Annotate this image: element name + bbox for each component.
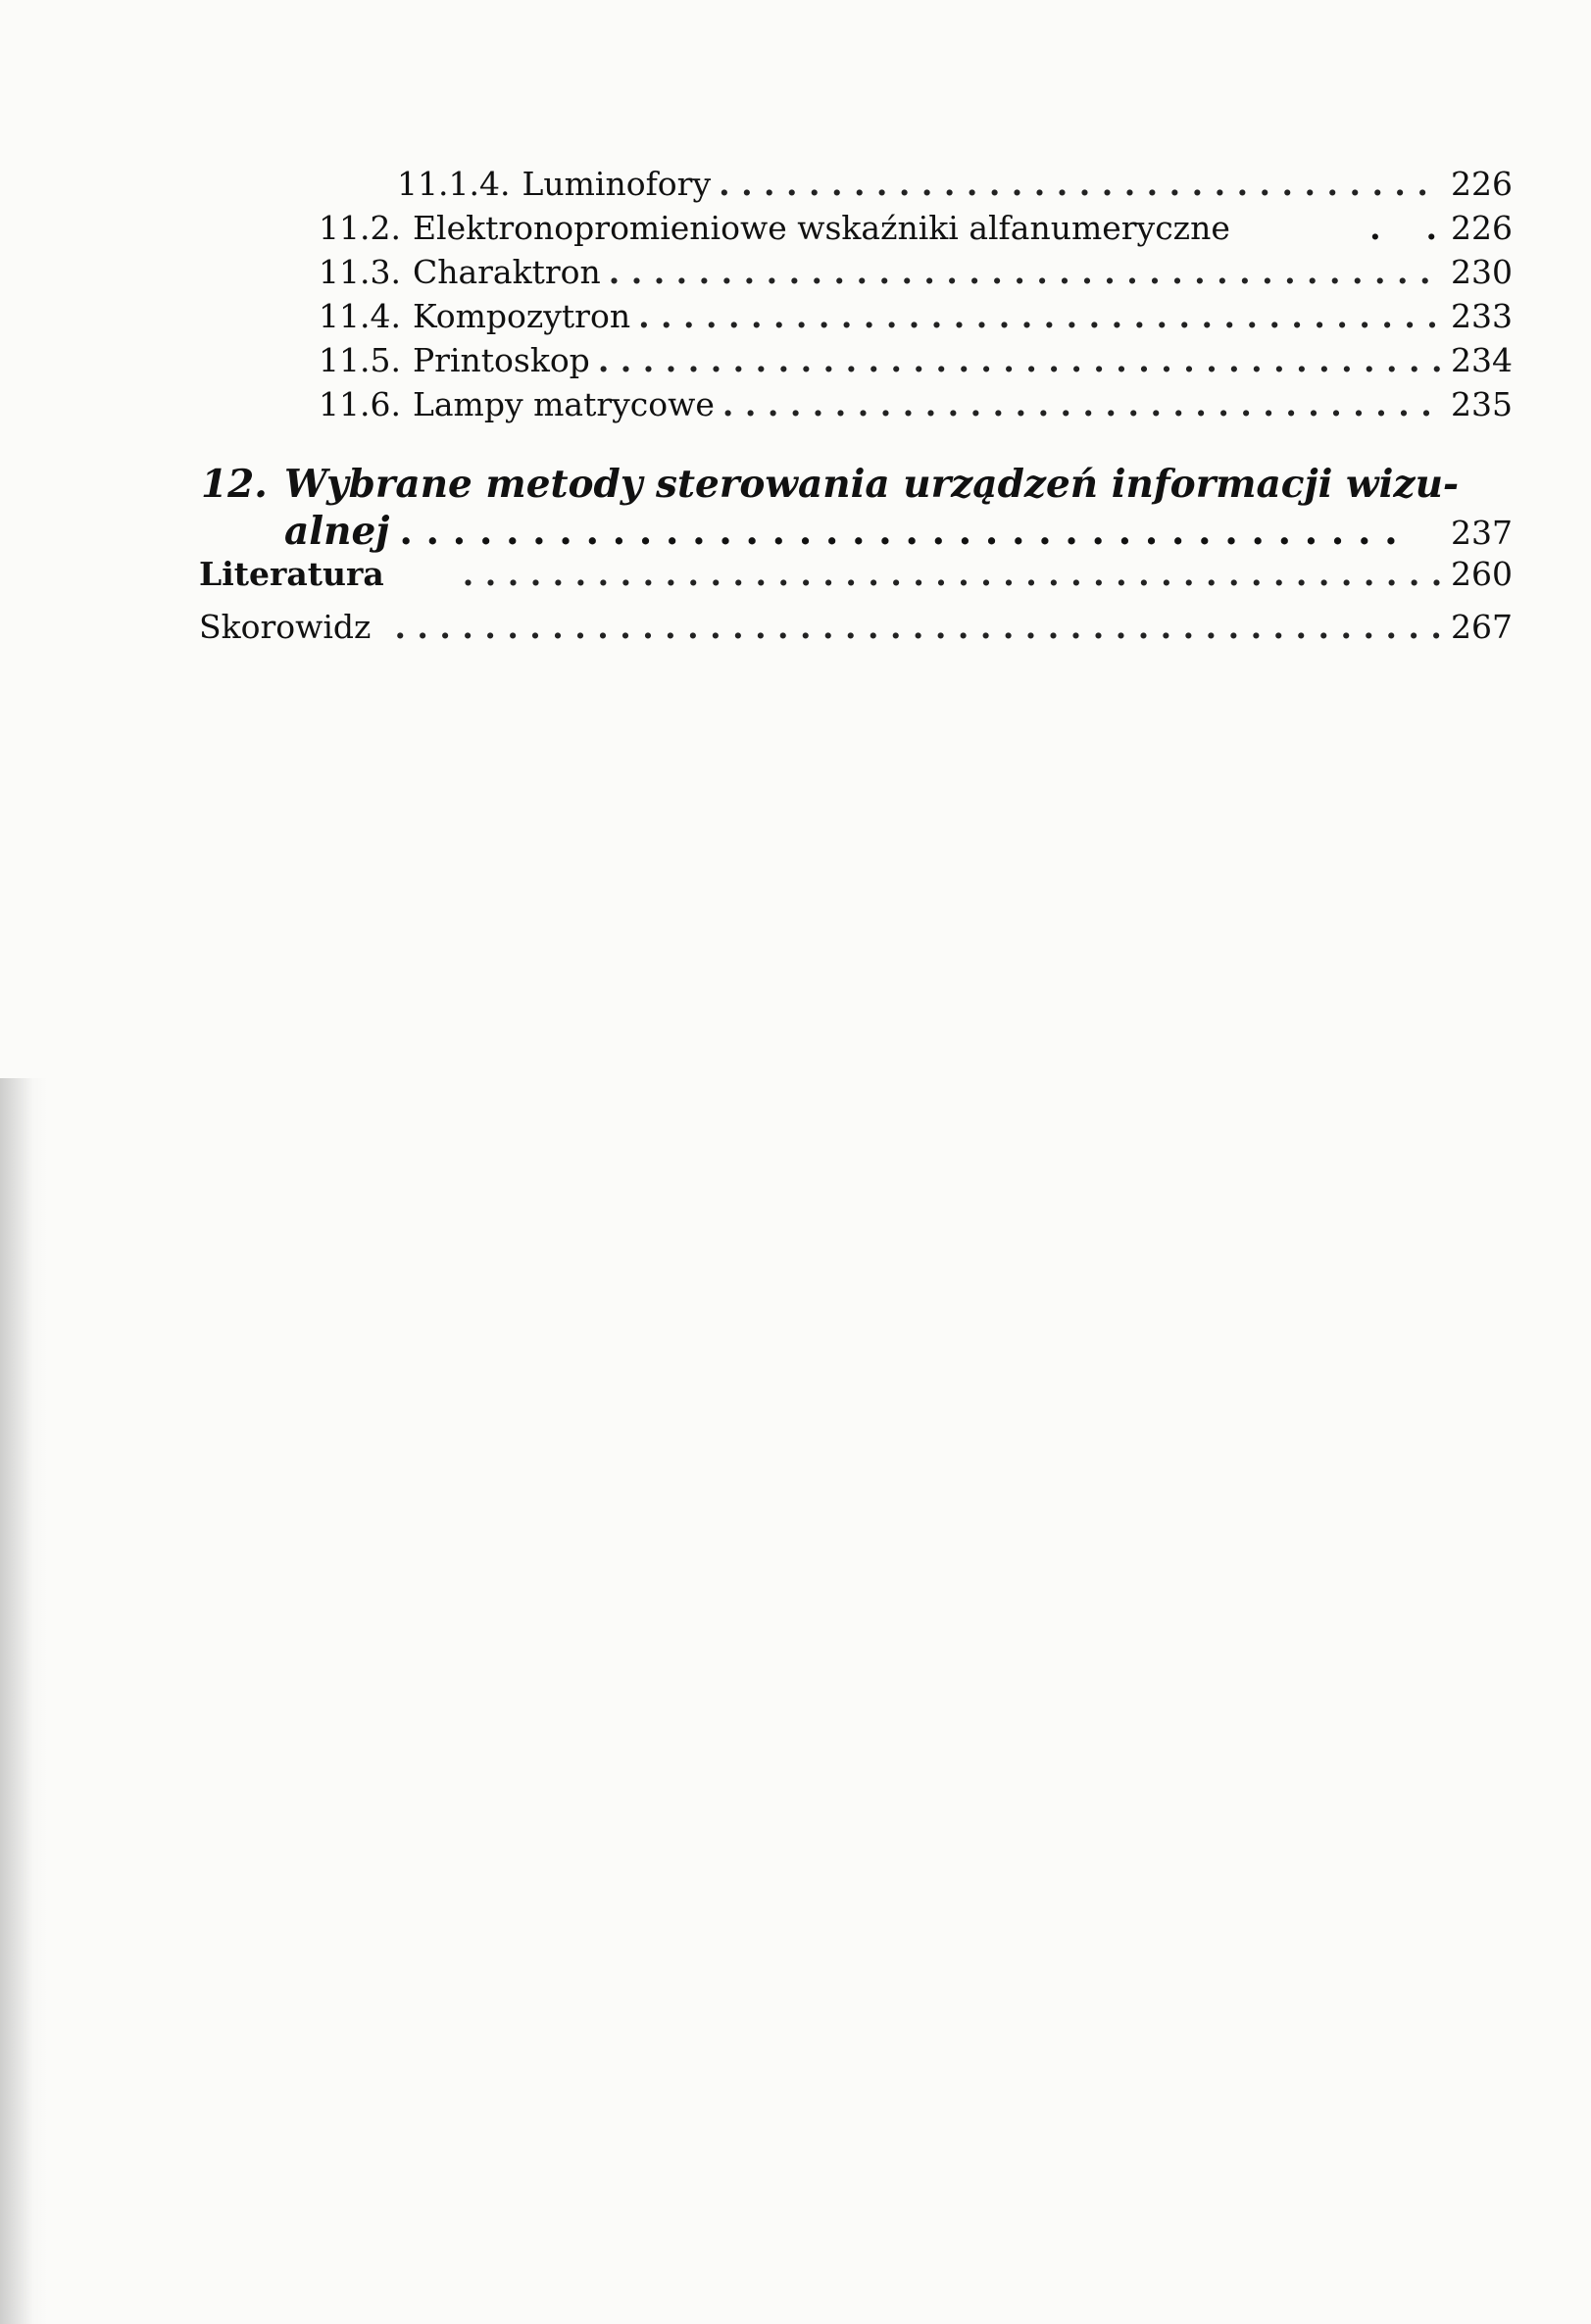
toc-entry-number: 11.6. (319, 385, 401, 423)
chapter-title-line-2: alnej (284, 509, 390, 554)
toc-entry-11-2 (319, 209, 1513, 248)
toc-entry-page: 260 (1451, 555, 1513, 593)
dot-leader: . . (1369, 209, 1437, 247)
toc-entry-number: 11.4. (319, 297, 401, 335)
toc-entry-page: 226 (1451, 209, 1513, 247)
toc-entry-page: 230 (1451, 253, 1513, 291)
toc-entry-title: Kompozytron (412, 297, 631, 335)
toc-entry-skorowidz (199, 608, 1513, 647)
toc-entry-11-1-4 (397, 165, 1513, 204)
chapter-number: 12. (201, 462, 268, 507)
dot-leader (598, 341, 1441, 380)
toc-entry-page: 226 (1451, 165, 1513, 203)
toc-entry-title: Luminofory (522, 165, 712, 203)
toc-entry-page: 235 (1451, 385, 1513, 423)
toc-entry-title: Lampy matrycowe (412, 385, 715, 423)
toc-entry-number: 11.2. (319, 209, 401, 247)
toc-entry-number: 11.5. (319, 341, 401, 379)
toc-entry-11-3 (319, 253, 1513, 292)
toc-entry-11-6 (319, 385, 1513, 424)
toc-chapter-12 (201, 461, 1513, 557)
chapter-page: 237 (1451, 514, 1513, 552)
toc-entry-title: Skorowidz (199, 608, 372, 646)
toc-entry-title: Printoskop (412, 341, 590, 379)
dot-leader (399, 508, 1441, 555)
toc-entry-number: 11.3. (319, 253, 401, 291)
chapter-title-row (201, 461, 1510, 508)
toc-entry-title: Literatura (199, 555, 384, 593)
toc-entry-page: 234 (1451, 341, 1513, 379)
toc-entry-title: Charaktron (412, 253, 601, 291)
dot-leader (463, 555, 1441, 594)
chapter-title-row-2 (284, 508, 1513, 557)
toc-entry-11-4 (319, 297, 1513, 336)
dot-leader (719, 165, 1441, 204)
dot-leader (722, 385, 1441, 424)
toc-entry-11-5 (319, 341, 1513, 380)
toc-entry-literatura (199, 555, 1513, 594)
toc-entry-page: 233 (1451, 297, 1513, 335)
chapter-title-line-1: Wybrane metody sterowania urządzeń informacji wizu- (284, 462, 1460, 507)
dot-leader (394, 608, 1441, 647)
toc-entry-number: 11.1.4. (397, 165, 511, 203)
toc-entry-page: 267 (1451, 608, 1513, 646)
dot-leader (609, 253, 1441, 292)
scan-edge-shadow (0, 1078, 47, 2324)
dot-leader (638, 297, 1441, 336)
toc-entry-title: Elektronopromieniowe wskaźniki alfanumeryczne (412, 209, 1230, 247)
